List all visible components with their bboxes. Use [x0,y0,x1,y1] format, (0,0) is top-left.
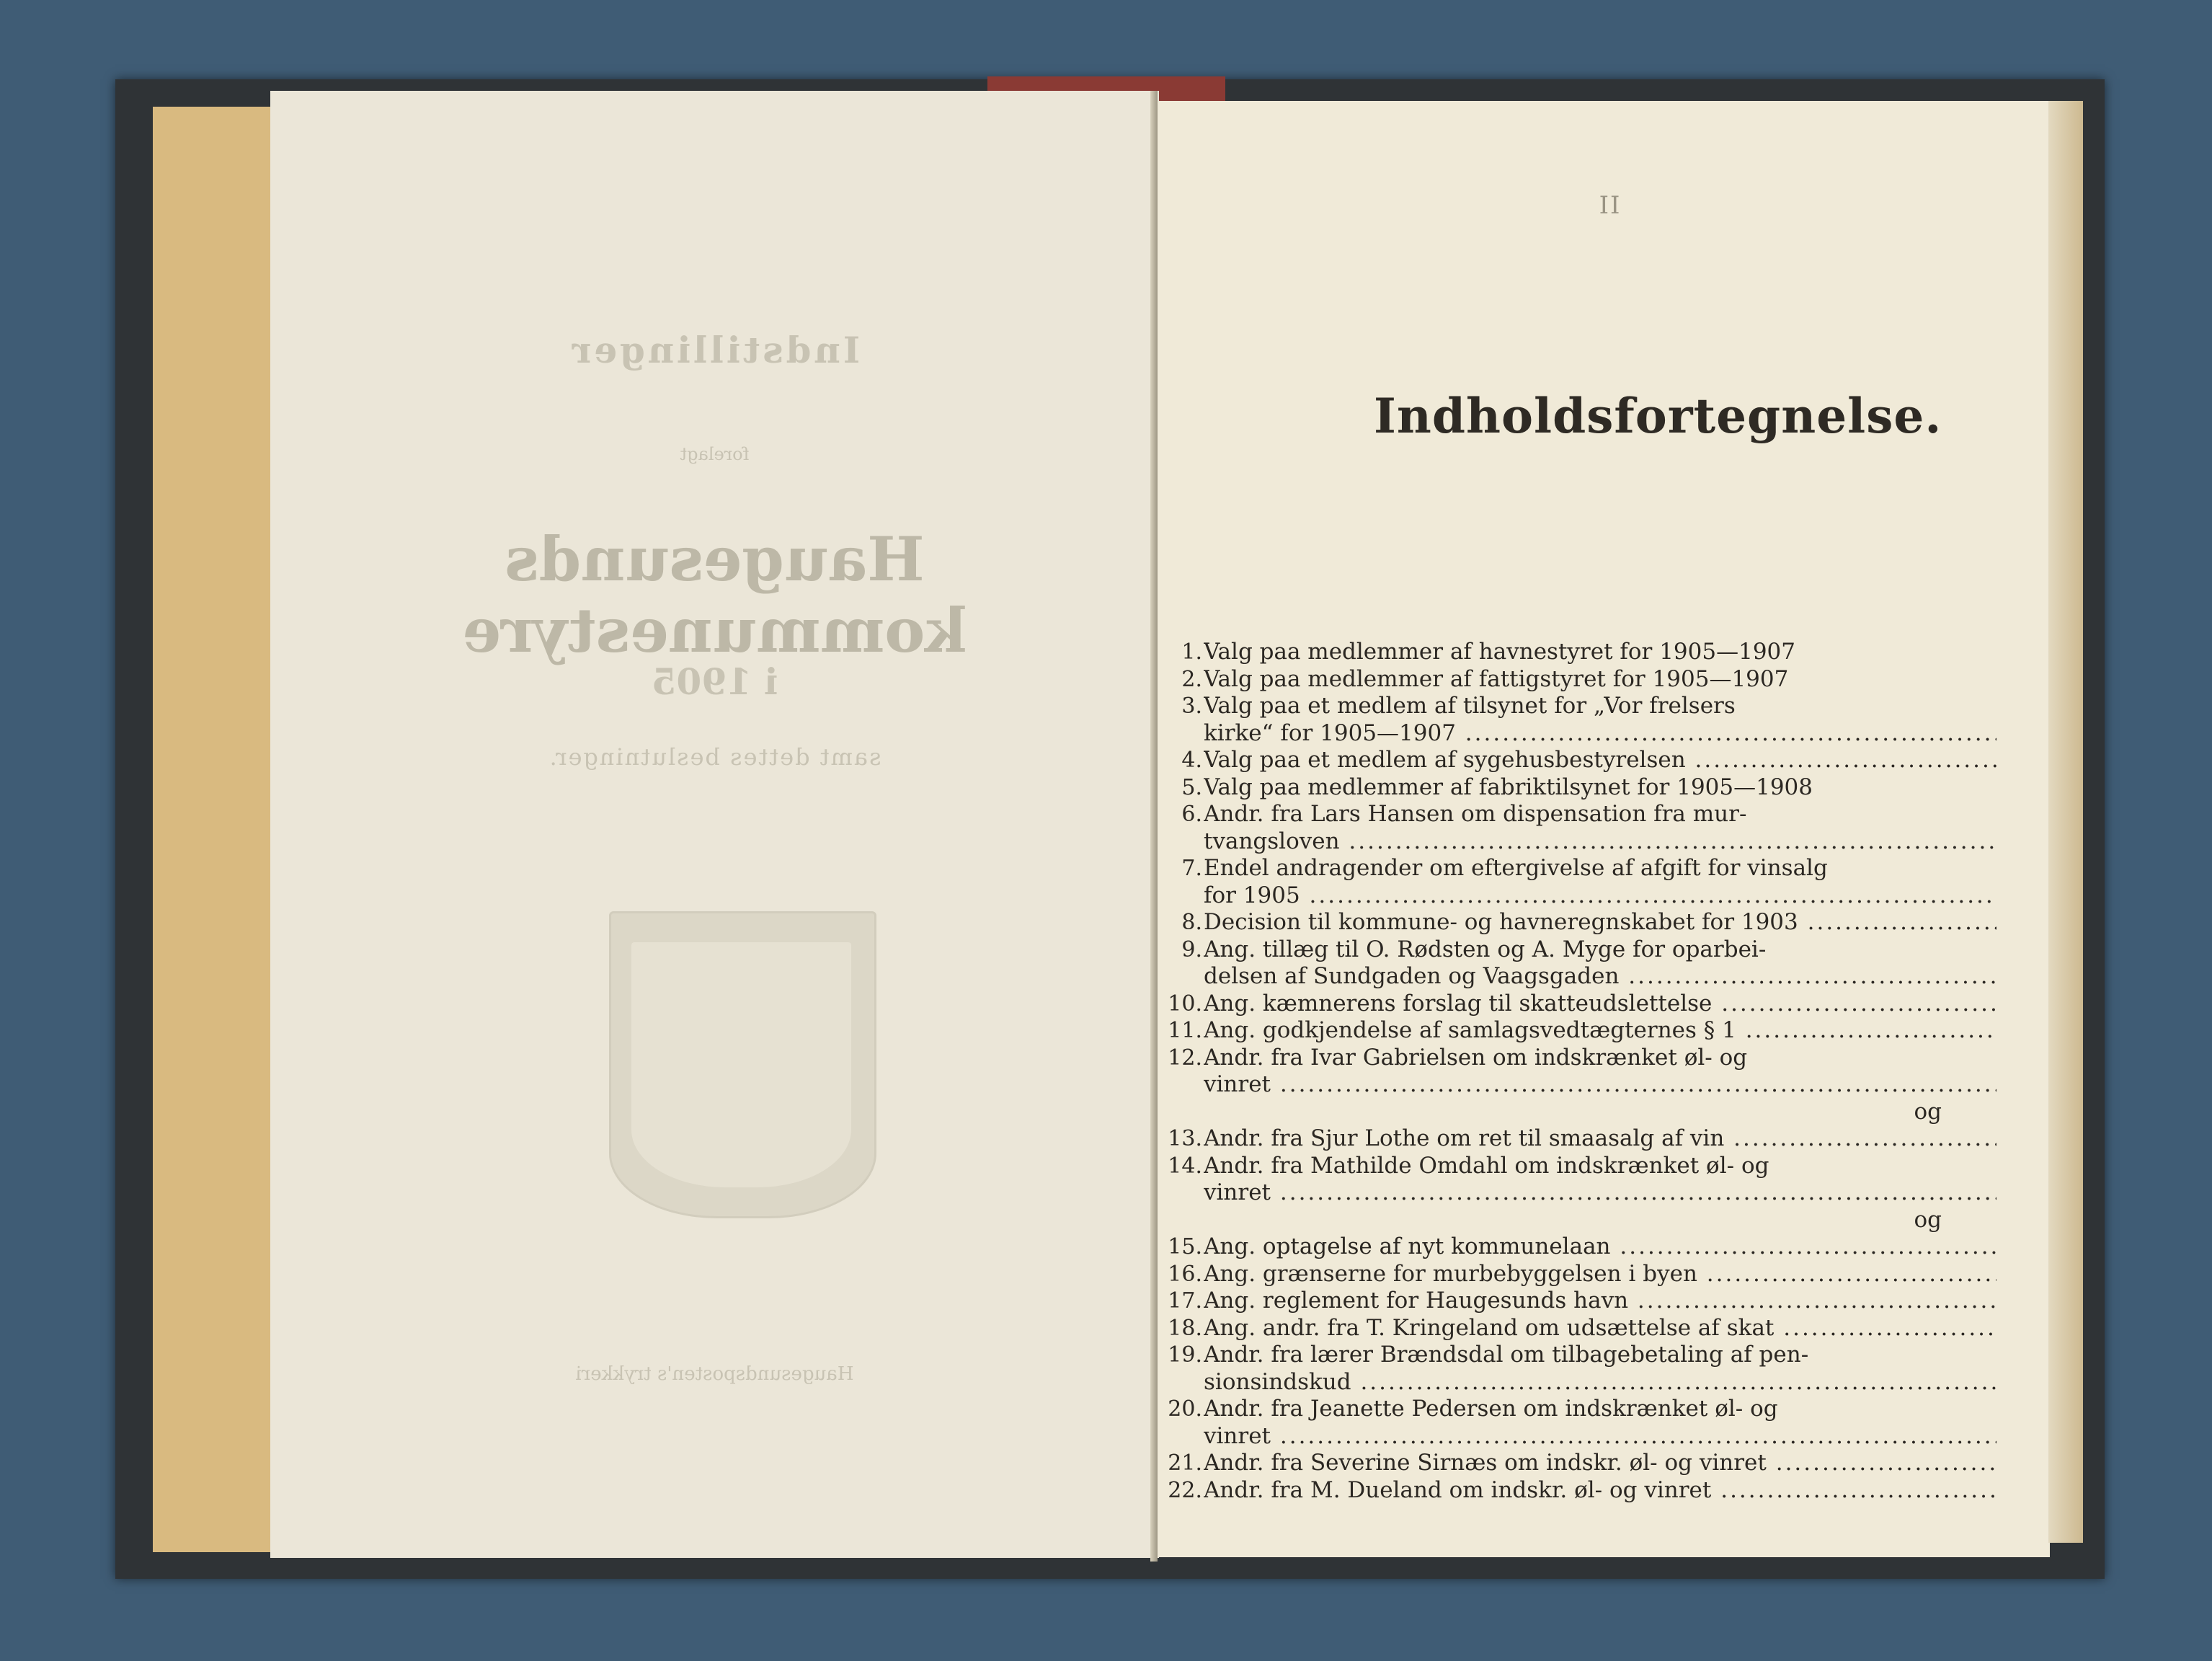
toc-entry-text: Andr. fra Severine Sirnæs om indskr. øl- og vinret ..... [1204,1450,1996,1477]
emblem-inner [631,942,851,1187]
toc-list [1158,639,2050,1504]
toc-entry-number: 6. [1181,802,1202,827]
toc-entry-number: 16. [1168,1261,1202,1287]
toc-entry-number: 18. [1168,1315,1202,1341]
toc-row [1158,693,2050,720]
toc-entry-text: Endel andragender om eftergivelse af afgift for vinsalg [1204,855,1828,881]
toc-row [1158,1179,2050,1207]
toc-row [1158,774,2050,802]
toc-row [1158,1315,2050,1342]
ghost-heading: Haugesunds kommunestyre [462,523,967,666]
page-number: II [1599,191,1622,220]
toc-entry-text: sionsindskud ..... [1204,1369,1996,1396]
toc-entry-text: Andr. fra Sjur Lothe om ret til smaasalg af vin ..... [1204,1125,1996,1153]
toc-row [1158,1288,2050,1315]
toc-row [1158,639,2050,666]
toc-row [1158,963,2050,991]
toc-entry-number: 12. [1168,1045,1202,1071]
toc-entry-text: Valg paa et medlem af tilsynet for „Vor frelsers [1204,693,1736,719]
toc-entry-text: Andr. fra Jeanette Pedersen om indskrænket øl- og [1204,1396,1778,1422]
toc-entry-text: Ang. optagelse af nyt kommunelaan ..... [1204,1233,1996,1261]
toc-entry-text: Andr. fra Lars Hansen om dispensation fra mur- [1204,801,1747,827]
toc-row [1158,1207,2050,1234]
toc-row [1158,1017,2050,1045]
toc-row [1158,1450,2050,1477]
toc-entry-number: 17. [1168,1288,1202,1314]
toc-entry-text: Ang. andr. fra T. Kringeland om udsættelse af skat ..... [1204,1315,1996,1342]
toc-row [1158,720,2050,748]
toc-entry-text: tvangsloven ..... [1204,828,1996,856]
toc-entry-number: 8. [1181,910,1202,935]
toc-row [1158,1233,2050,1261]
toc-entry-text: Ang. reglement for Haugesunds havn ..... [1204,1288,1996,1315]
toc-entry-number: 20. [1168,1396,1202,1422]
toc-row [1158,1423,2050,1450]
toc-entry-number: 9. [1181,936,1202,962]
toc-title: Indholdsfortegnelse. [1374,388,1942,444]
toc-row [1158,1342,2050,1369]
page-edge [2048,101,2083,1543]
toc-row [1158,882,2050,910]
toc-entry-number: 4. [1181,748,1202,773]
toc-row [1158,1369,2050,1396]
ghost-title: Indstillinger [569,329,861,371]
toc-row [1158,747,2050,774]
toc-row [1158,1261,2050,1288]
toc-entry-number: 1. [1181,639,1202,665]
toc-row [1158,1099,2050,1126]
toc-entry-text: Ang. godkjendelse af samlagsvedtægternes § 1 ..... [1204,1017,1996,1045]
toc-row [1158,909,2050,936]
ghost-emblem [609,911,876,1218]
toc-entry-number: 5. [1181,774,1202,800]
ghost-printer: Haugesundsposten's trykkeri [575,1363,854,1385]
toc-entry-text: Andr. fra Ivar Gabrielsen om indskrænket øl- og [1204,1044,1748,1071]
toc-entry-text: for 1905 ..... [1204,882,1996,910]
toc-entry-number: 3. [1181,694,1202,719]
toc-entry-text: Ang. grænserne for murbebyggelsen i byen ..... [1204,1261,1996,1288]
toc-entry-number: 13. [1168,1126,1202,1151]
right-page [1158,101,2050,1557]
toc-entry-text: vinret ..... [1204,1423,1996,1450]
toc-entry-number: 15. [1168,1234,1202,1259]
ghost-year: i 1905 [651,660,778,703]
toc-entry-text: vinret ..... [1204,1179,1996,1207]
toc-row [1158,1045,2050,1072]
toc-entry-text: Valg paa et medlem af sygehusbestyrelsen ..... [1204,747,1996,774]
toc-entry-text: vinret ..... [1204,1071,1996,1099]
left-page [270,91,1159,1558]
toc-entry-number: 11. [1168,1018,1202,1043]
toc-row [1158,1153,2050,1180]
toc-entry-text: og [1914,1206,1942,1233]
toc-entry-number: 2. [1181,666,1202,692]
toc-entry-text: Ang. tillæg til O. Rødsten og A. Myge for oparbei- [1204,936,1767,962]
toc-entry-text: og [1914,1098,1942,1125]
toc-row [1158,1477,2050,1505]
toc-row [1158,1396,2050,1423]
toc-entry-text: delsen af Sundgaden og Vaagsgaden ..... [1204,963,1996,991]
toc-entry-text: Valg paa medlemmer af havnestyret for 1905—1907 [1204,639,1795,665]
toc-row [1158,801,2050,828]
toc-entry-number: 19. [1168,1342,1202,1368]
toc-row [1158,1125,2050,1153]
toc-entry-text: Andr. fra M. Dueland om indskr. øl- og vinret ..... [1204,1477,1996,1505]
endpaper-strip [153,107,274,1552]
toc-entry-number: 21. [1168,1450,1202,1476]
toc-row [1158,828,2050,856]
toc-entry-text: Ang. kæmnerens forslag til skatteudslettelse ..... [1204,991,1996,1018]
toc-row [1158,855,2050,882]
toc-row [1158,936,2050,964]
toc-entry-text: Andr. fra Mathilde Omdahl om indskrænket øl- og [1204,1152,1769,1179]
ghost-subtitle: samt dettes beslutninger. [548,743,881,771]
toc-entry-text: Decision til kommune- og havneregnskabet for 1903 ..... [1204,909,1996,936]
ghost-foreligger: forelagt [680,444,750,464]
gutter [1150,91,1158,1562]
toc-entry-number: 7. [1181,856,1202,881]
toc-entry-text: Valg paa medlemmer af fabriktilsynet for 1905—1908 [1204,774,1813,800]
toc-entry-number: 14. [1168,1153,1202,1179]
toc-row [1158,991,2050,1018]
toc-row [1158,1071,2050,1099]
toc-row [1158,666,2050,694]
toc-entry-text: Andr. fra lærer Brændsdal om tilbagebetaling af pen- [1204,1342,1809,1368]
toc-entry-number: 10. [1168,991,1202,1016]
toc-entry-text: Valg paa medlemmer af fattigstyret for 1905—1907 [1204,665,1789,692]
toc-entry-number: 22. [1168,1477,1202,1503]
toc-entry-text: kirke“ for 1905—1907 ..... [1204,720,1996,748]
